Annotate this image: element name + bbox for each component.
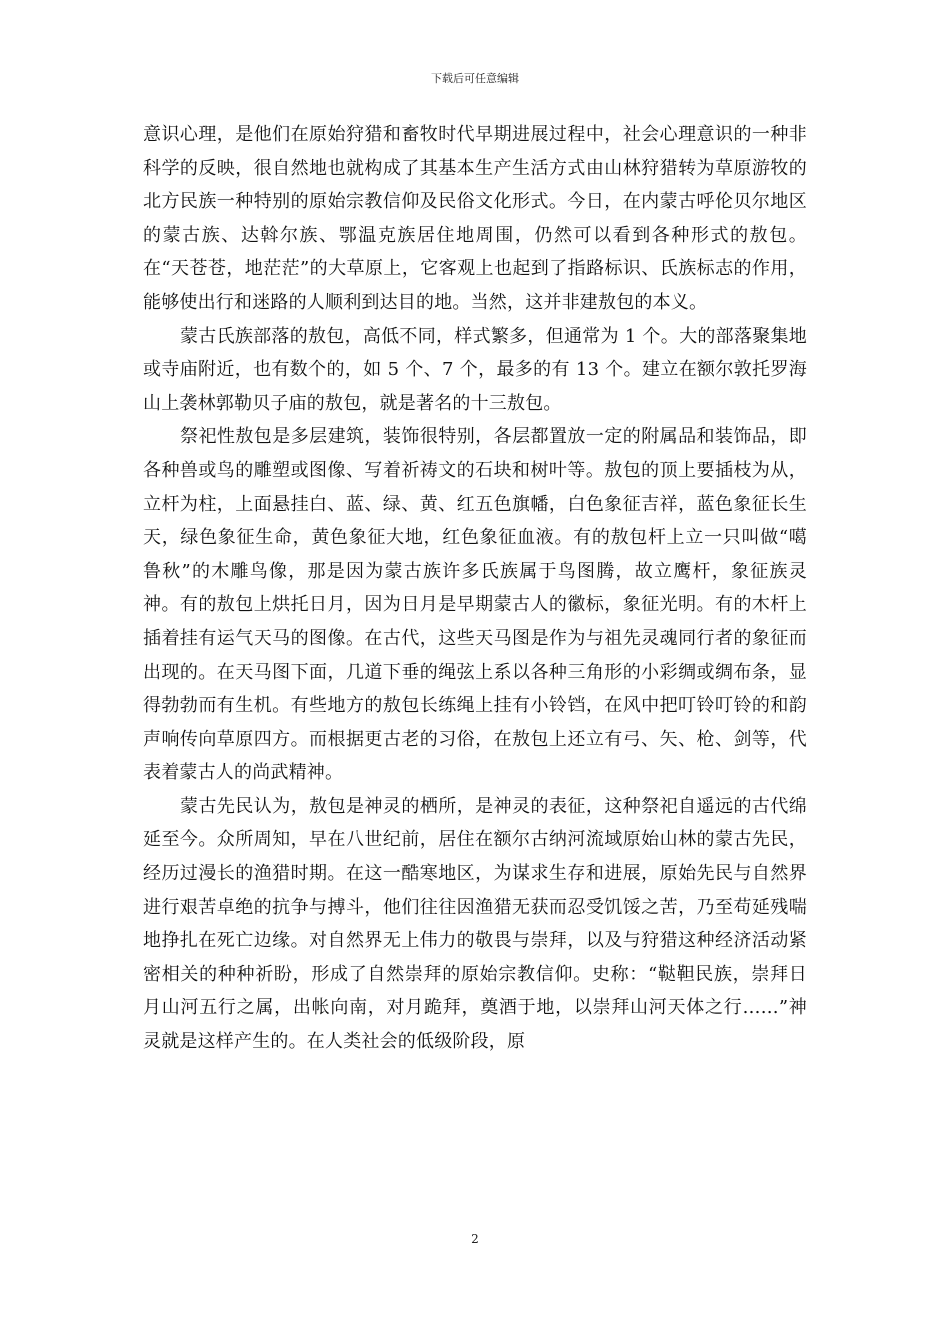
paragraph: 祭祀性敖包是多层建筑，装饰很特别，各层都置放一定的附属品和装饰品，即各种兽或鸟的雕塑或图像、写着祈祷文的石块和树叶等。敖包的顶上要插枝为从，立杆为柱，上面悬挂白、蓝、绿、黄、红五色旗幡，白色象征吉祥，蓝色象征长生天，绿色象征生命，黄色象征大地，红色象征血液。有的敖包杆上立一只叫做“噶鲁秋”的木雕鸟像，那是因为蒙古族许多氏族属于鸟图腾，故立鹰杆，象征族灵神。有的敖包上烘托日月，因为日月是早期蒙古人的徽标，象征光明。有的木杆上插着挂有运气天马的图像。在古代，这些天马图是作为与祖先灵魂同行者的象征而出现的。在天马图下面，几道下垂的绳弦上系以各种三角形的小彩绸或绸布条，显得勃勃而有生机。有些地方的敖包长练绳上挂有小铃铛，在风中把叮铃叮铃的和韵声响传向草原四方。而根据更古老的习俗，在敖包上还立有弓、矢、枪、剑等，代表着蒙古人的尚武精神。: [143, 426, 807, 784]
page-header: 下载后可任意编辑: [431, 72, 519, 85]
paragraph: 意识心理，是他们在原始狩猎和畜牧时代早期进展过程中，社会心理意识的一种非科学的反映，很自然地也就构成了其基本生产生活方式由山林狩猎转为草原游牧的北方民族一种特别的原始宗教信仰及民俗文化形式。今日，在内蒙古呼伦贝尔地区的蒙古族、达斡尔族、鄂温克族居住地周围，仍然可以看到各种形式的敖包。在“天苍苍，地茫茫”的大草原上，它客观上也起到了指路标识、氏族标志的作用，能够使出行和迷路的人顺利到达目的地。当然，这并非建敖包的本义。: [143, 124, 807, 313]
page-number: 2: [471, 1232, 479, 1246]
paragraph: 蒙古先民认为，敖包是神灵的栖所，是神灵的表征，这种祭祀自遥远的古代绵延至今。众所周知，早在八世纪前，居住在额尔古纳河流域原始山林的蒙古先民，经历过漫长的渔猎时期。在这一酷寒地区，为谋求生存和进展，原始先民与自然界进行艰苦卓绝的抗争与搏斗，他们往往因渔猎无获而忍受饥馁之苦，乃至苟延残喘地挣扎在死亡边缘。对自然界无上伟力的敬畏与崇拜，以及与狩猎这种经济活动紧密相关的种种祈盼，形成了自然崇拜的原始宗教信仰。史称：“鞑靼民族，崇拜日月山河五行之属，出帐向南，对月跪拜，奠酒于地，以崇拜山河天体之行……”神灵就是这样产生的。在人类社会的低级阶段，原: [143, 795, 807, 1053]
paragraph: 蒙古氏族部落的敖包，高低不同，样式繁多，但通常为 1 个。大的部落聚集地或寺庙附近，也有数个的，如 5 个、7 个，最多的有 13 个。建立在额尔敦托罗海山上袭林郭勒贝子庙的敖包，就是著名的十三敖包。: [143, 325, 807, 414]
document-body: [143, 118, 807, 1059]
